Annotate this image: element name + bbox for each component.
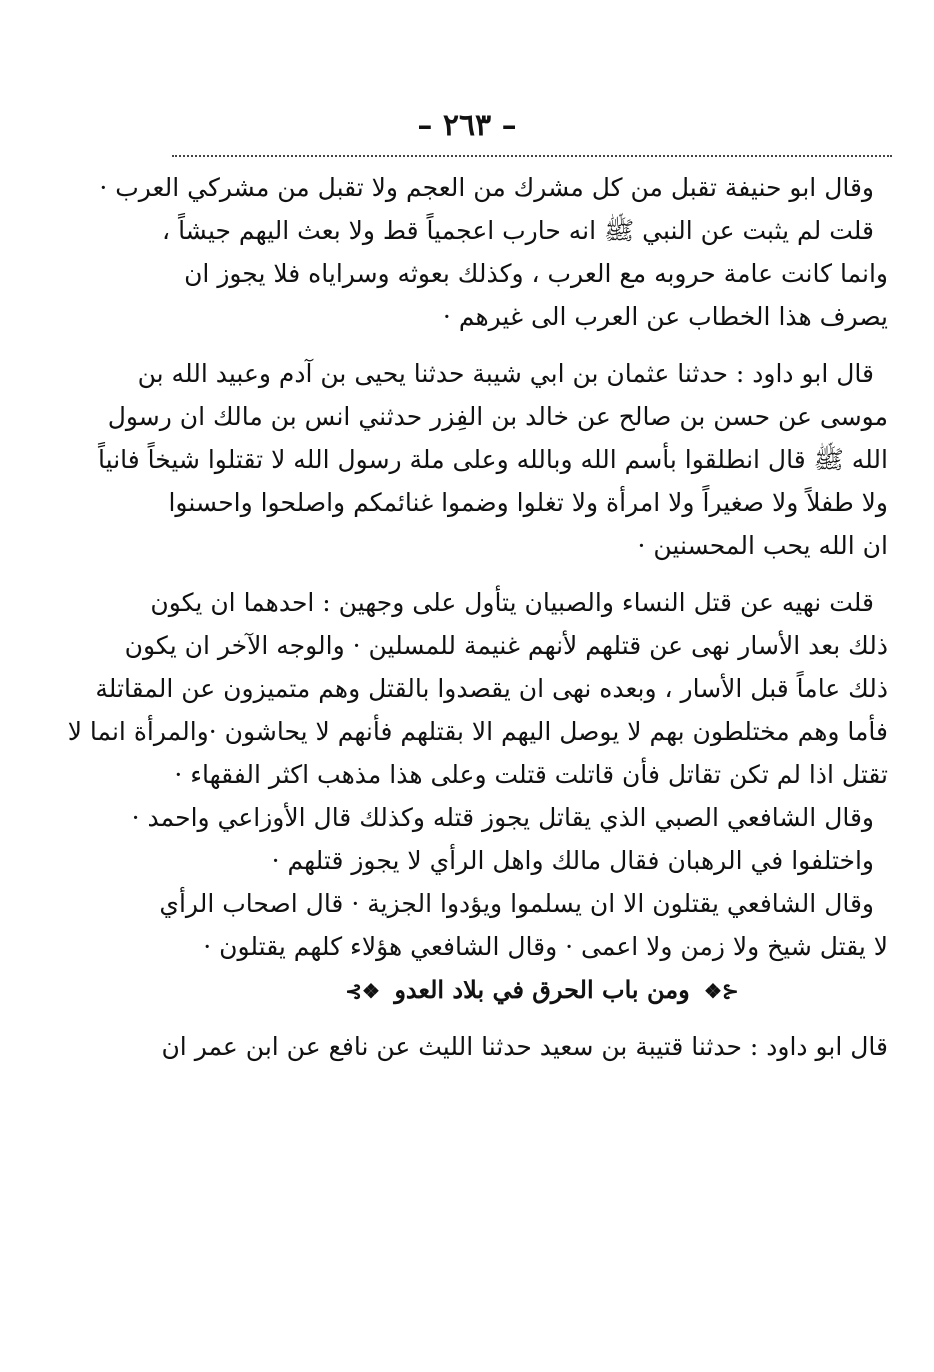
ornament-right-icon: ⊰❖: [704, 979, 739, 1003]
text-line: يصرف هذا الخطاب عن العرب الى غيرهم ·: [442, 302, 888, 331]
page-number: – ٢٦٣ –: [417, 108, 517, 143]
paragraph-gap: [196, 1013, 888, 1027]
text-line: قلت نهيه عن قتل النساء والصبيان يتأول على وجهين : احدهما ان يكون: [150, 588, 874, 617]
section-heading: [196, 970, 888, 1013]
paragraph-gap: [196, 340, 888, 354]
text-line: وقال الشافعي الصبي الذي يقاتل يجوز قتله وكذلك قال الأوزاعي واحمد ·: [131, 803, 874, 832]
text-line: لا يقتل شيخ ولا زمن ولا اعمى · وقال الشافعي هؤلاء كلهم يقتلون ·: [203, 932, 888, 961]
text-line: الله ﷺ قال انطلقوا بأسم الله وبالله وعلى ملة رسول الله لا تقتلوا شيخاً فانياً: [98, 445, 888, 474]
text-line: وانما كانت عامة حروبه مع العرب ، وكذلك بعوثه وسراياه فلا يجوز ان: [184, 259, 888, 288]
header-rule: [172, 155, 892, 157]
paragraph-gap: [196, 569, 888, 583]
text-line: قال ابو داود : حدثنا قتيبة بن سعيد حدثنا الليث عن نافع عن ابن عمر ان: [161, 1032, 888, 1061]
text-line: ان الله يحب المحسنين ·: [637, 531, 888, 560]
ornament-left-icon: ❖⊱: [345, 979, 380, 1003]
text-line: ولا طفلاً ولا صغيراً ولا امرأة ولا تغلوا وضموا غنائمكم واصلحوا واحسنوا: [168, 488, 888, 517]
text-line: وقال الشافعي يقتلون الا ان يسلموا ويؤدوا الجزية · قال اصحاب الرأي: [159, 889, 874, 918]
text-line: ذلك بعد الأسار نهى عن قتلهم لأنهم غنيمة للمسلين · والوجه الآخر ان يكون: [124, 631, 888, 660]
text-body: [67, 168, 888, 1070]
section-heading-text: ومن باب الحرق في بلاد العدو: [394, 975, 690, 1004]
text-line: وقال ابو حنيفة تقبل من كل مشرك من العجم ولا تقبل من مشركي العرب ·: [99, 173, 874, 202]
text-line: فأما وهم مختلطون بهم لا يوصل اليهم الا بقتلهم فأنهم لا يحاشون ·والمرأة انما لا: [67, 717, 888, 746]
text-line: قال ابو داود : حدثنا عثمان بن ابي شيبة حدثنا يحيى بن آدم وعبيد الله بن: [137, 359, 874, 388]
text-line: تقتل اذا لم تكن تقاتل فأن قاتلت قتلت وعلى هذا مذهب اكثر الفقهاء ·: [174, 760, 888, 789]
text-line: قلت لم يثبت عن النبي ﷺ انه حارب اعجمياً قط ولا بعث اليهم جيشاً ،: [162, 216, 874, 245]
text-line: ذلك عاماً قبل الأسار ، وبعده نهى ان يقصدوا بالقتل وهم متميزون عن المقاتلة: [95, 674, 888, 703]
text-line: واختلفوا في الرهبان فقال مالك واهل الرأي لا يجوز قتلهم ·: [271, 846, 874, 875]
text-line: موسى عن حسن بن صالح عن خالد بن الفِزر حدثني انس بن مالك ان رسول: [107, 402, 888, 431]
